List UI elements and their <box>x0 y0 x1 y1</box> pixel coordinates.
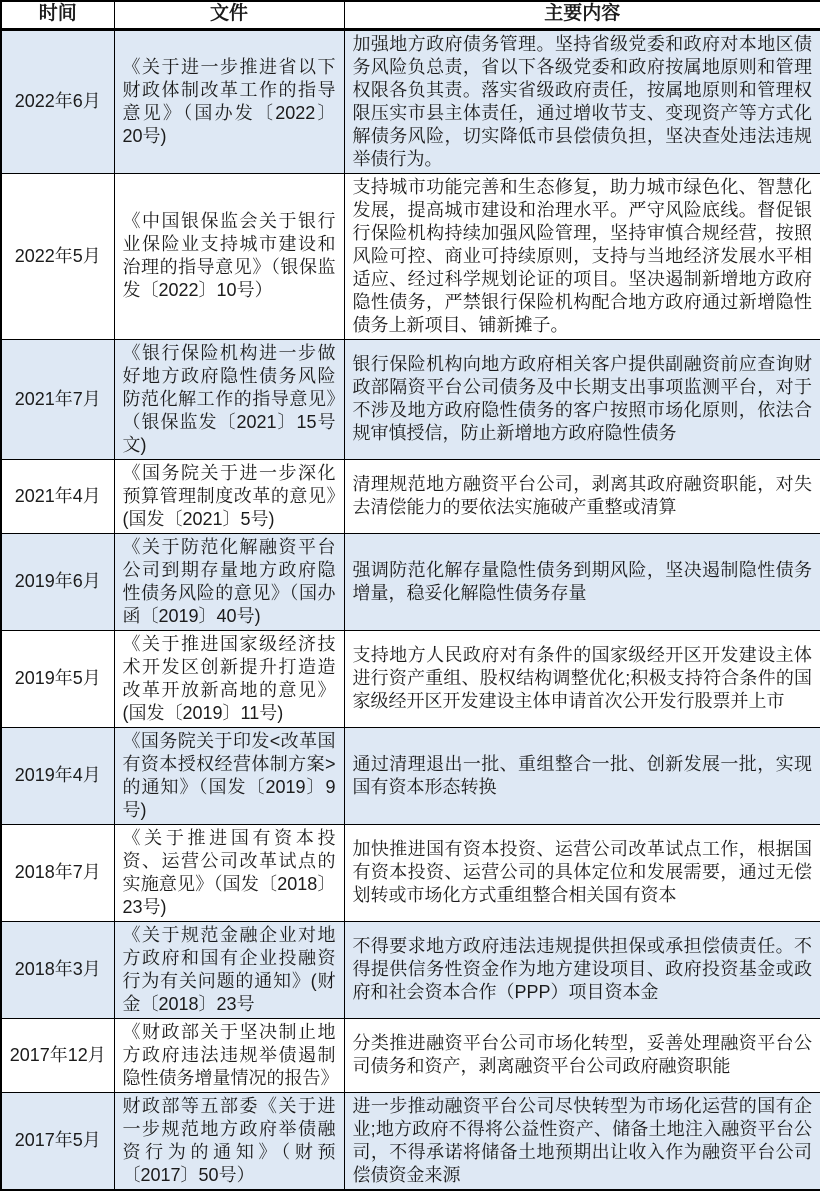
table-row <box>1 921 820 1018</box>
cell-date: 2019年4月 <box>1 727 114 824</box>
table-row <box>1 533 820 630</box>
table-row <box>1 824 820 921</box>
cell-date: 2017年5月 <box>1 1092 114 1190</box>
cell-content: 银行保险机构向地方政府相关客户提供副融资前应查询财政部隔资平台公司债务及中长期支出事项监测平台，对于不涉及地方政府隐性债务的客户按照市场化原则，依法合规审慎授信，防止新增地方政府隐性债务 <box>344 339 820 459</box>
cell-content: 加强地方政府债务管理。坚持省级党委和政府对本地区债务风险负总责，省以下各级党委和政府按属地原则和管理权限各负其责。落实省级政府责任，按属地原则和管理权限压实市县主体责任，通过增收节支、变现资产等方式化解债务风险，切实降低市县偿债负担，坚决查处违法违规举债行为。 <box>344 29 820 173</box>
cell-document: 《国务院关于印发<改革国有资本授权经营体制方案>的通知》（国发〔2019〕9号) <box>114 727 344 824</box>
table-row <box>1 1092 820 1190</box>
column-header-content: 主要内容 <box>344 1 820 29</box>
cell-content: 加快推进国有资本投资、运营公司改革试点工作，根据国有资本投资、运营公司的具体定位和发展需要，通过无偿划转或市场化方式重组整合相关国有资本 <box>344 824 820 921</box>
cell-content: 通过清理退出一批、重组整合一批、创新发展一批，实现国有资本形态转换 <box>344 727 820 824</box>
cell-date: 2021年4月 <box>1 459 114 533</box>
cell-date: 2022年5月 <box>1 173 114 339</box>
cell-content: 支持地方人民政府对有条件的国家级经开区开发建设主体进行资产重组、股权结构调整优化;积极支持符合条件的国家级经开区开发建设主体申请首次公开发行股票并上市 <box>344 630 820 727</box>
cell-document: 《关于推进国有资本投资、运营公司改革试点的实施意见》（国发〔2018〕23号) <box>114 824 344 921</box>
cell-document: 《关于规范金融企业对地方政府和国有企业投融资行为有关问题的通知》(财金〔2018〕23号 <box>114 921 344 1018</box>
cell-content: 清理规范地方融资平台公司，剥离其政府融资职能，对失去清偿能力的要依法实施破产重整或清算 <box>344 459 820 533</box>
cell-content: 强调防范化解存量隐性债务到期风险，坚决遏制隐性债务增量，稳妥化解隐性债务存量 <box>344 533 820 630</box>
table-header <box>1 1 820 29</box>
table-row <box>1 630 820 727</box>
cell-date: 2017年12月 <box>1 1018 114 1092</box>
table-row <box>1 459 820 533</box>
cell-date: 2019年5月 <box>1 630 114 727</box>
cell-content: 分类推进融资平台公司市场化转型，妥善处理融资平台公司债务和资产，剥离融资平台公司政府融资职能 <box>344 1018 820 1092</box>
cell-content: 进一步推动融资平台公司尽快转型为市场化运营的国有企业;地方政府不得将公益性资产、储备土地注入融资平台公司，不得承诺将储备土地预期出让收入作为融资平台公司偿债资金来源 <box>344 1092 820 1190</box>
cell-date: 2022年6月 <box>1 29 114 173</box>
header-row <box>1 1 820 29</box>
table-row <box>1 727 820 824</box>
cell-content: 不得要求地方政府违法违规提供担保或承担偿债责任。不得提供信务性资金作为地方建设项目、政府投资基金或政府和社会资本合作（PPP）项目资本金 <box>344 921 820 1018</box>
table-row <box>1 173 820 339</box>
cell-document: 《财政部关于坚决制止地方政府违法违规举债遏制隐性债务增量情况的报告》 <box>114 1018 344 1092</box>
cell-date: 2019年6月 <box>1 533 114 630</box>
table-row <box>1 1018 820 1092</box>
cell-document: 《银行保险机构进一步做好地方政府隐性债务风险防范化解工作的指导意见》（银保监发〔2021〕15号文) <box>114 339 344 459</box>
cell-date: 2021年7月 <box>1 339 114 459</box>
table-body <box>1 29 820 1190</box>
cell-document: 《关于进一步推进省以下财政体制改革工作的指导意见》（国办发〔2022〕20号) <box>114 29 344 173</box>
cell-document: 财政部等五部委《关于进一步规范地方政府举债融资行为的通知》（财预〔2017〕50号） <box>114 1092 344 1190</box>
cell-document: 《中国银保监会关于银行业保险业支持城市建设和治理的指导意见》（银保监发〔2022〕10号） <box>114 173 344 339</box>
cell-document: 《国务院关于进一步深化预算管理制度改革的意见》(国发〔2021〕5号) <box>114 459 344 533</box>
table-row <box>1 339 820 459</box>
cell-document: 《关于推进国家级经济技术开发区创新提升打造造改革开放新高地的意见》(国发〔2019〕11号) <box>114 630 344 727</box>
cell-content: 支持城市功能完善和生态修复，助力城市绿色化、智慧化发展，提高城市建设和治理水平。严守风险底线。督促银行保险机构持续加强风险管理，坚持审慎合规经营，按照风险可控、商业可持续原则，支持与当地经济发展水平相适应、经过科学规划论证的项目。坚决遏制新增地方政府隐性债务，严禁银行保险机构配合地方政府通过新增隐性债务上新项目、铺新摊子。 <box>344 173 820 339</box>
column-header-document: 文件 <box>114 1 344 29</box>
column-header-time: 时间 <box>1 1 114 29</box>
cell-date: 2018年3月 <box>1 921 114 1018</box>
cell-document: 《关于防范化解融资平台公司到期存量地方政府隐性债务风险的意见》（国办函〔2019〕40号) <box>114 533 344 630</box>
table-row <box>1 29 820 173</box>
cell-date: 2018年7月 <box>1 824 114 921</box>
